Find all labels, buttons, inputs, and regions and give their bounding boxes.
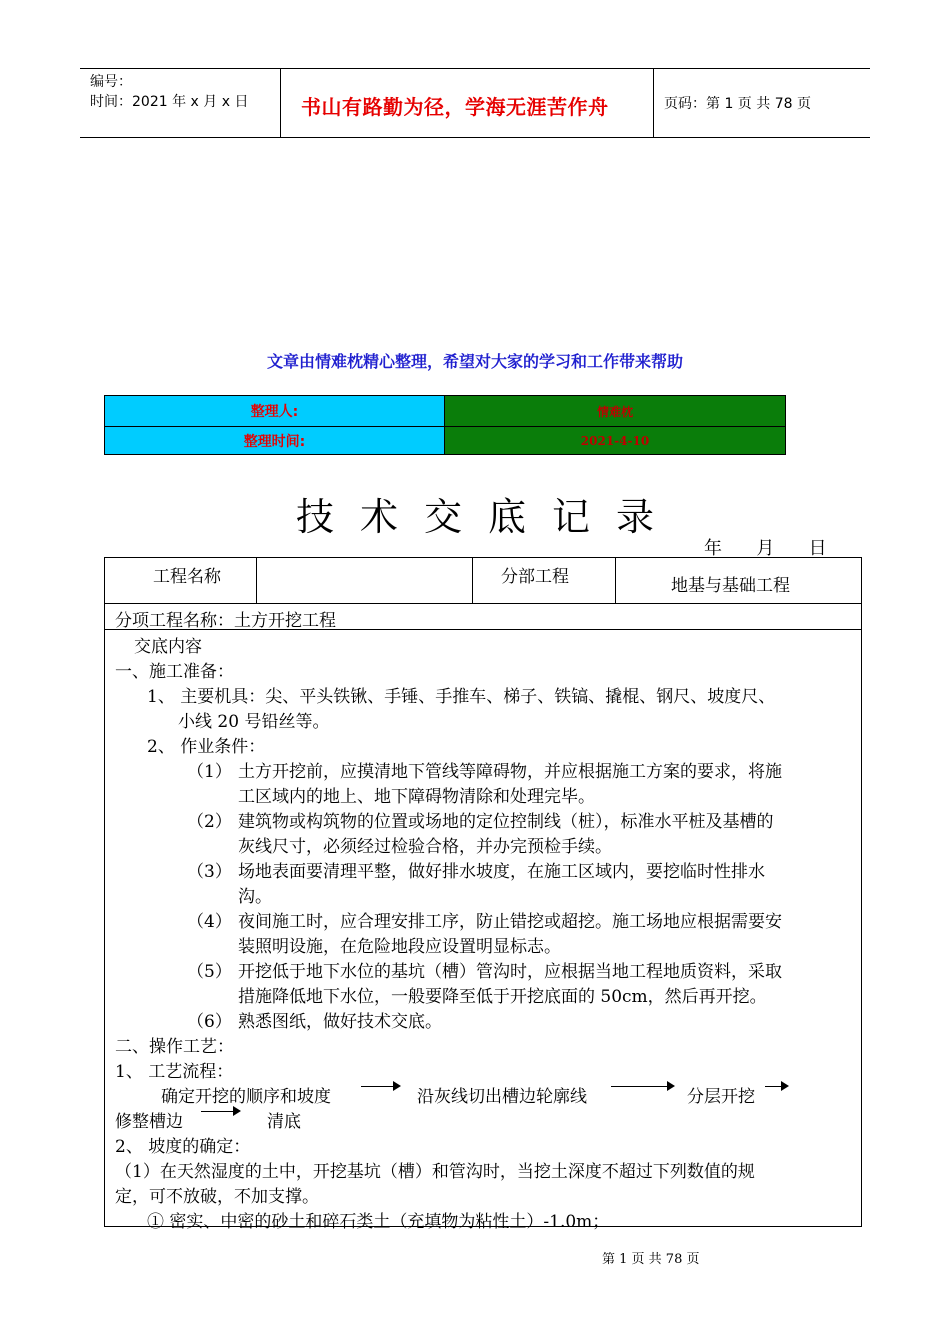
serial-label: 编号：: [90, 74, 132, 90]
content-line: 建筑物或构筑物的位置或场地的定位控制线（桩），标准水平桩及基槽的: [238, 812, 774, 832]
content-line: 小线 20 号铅丝等。: [178, 712, 330, 732]
content-line: 定，可不放破，不加支撑。: [115, 1187, 319, 1207]
col-divider: [256, 558, 257, 603]
content-line: 灰线尺寸，必须经过检验合格，并办完预检手续。: [238, 837, 612, 857]
content-line: 2、 坡度的确定：: [115, 1137, 251, 1157]
flow-step: 确定开挖的顺序和坡度: [161, 1087, 331, 1107]
page-footer: 第 1 页 共 78 页: [602, 1252, 700, 1267]
content-line: 1、 主要机具：尖、平头铁锹、手锤、手推车、梯子、铁镐、撬棍、钢尺、坡度尺、: [147, 687, 776, 707]
document-title: 技术交底记录: [295, 495, 680, 539]
header-meta: [80, 69, 281, 137]
content-line: 工区域内的地上、地下障碍物清除和处理完毕。: [238, 787, 595, 807]
flow-arrow-icon: [361, 1086, 399, 1087]
notice-text: 文章由情难枕精心整理，希望对大家的学习和工作带来帮助: [266, 352, 683, 371]
flow-step: 清底: [267, 1112, 301, 1132]
content-line: 二、操作工艺：: [115, 1037, 234, 1057]
content-label: 交底内容: [134, 637, 202, 657]
content-line: 2、 作业条件：: [147, 737, 266, 757]
content-line: 一、施工准备：: [115, 662, 234, 682]
organizer-time-value: 2021-4-10: [445, 427, 785, 454]
organizer-time-label: 整理时间:: [105, 427, 445, 454]
motto: 书山有路勤为径，学海无涯苦作舟: [301, 95, 609, 119]
content-line: 夜间施工时，应合理安排工序，防止错挖或超挖。施工场地应根据需要安: [238, 912, 782, 932]
content-line: 土方开挖前，应摸清地下管线等障碍物，并应根据施工方案的要求，将施: [238, 762, 782, 782]
sub-project-label: 分部工程: [501, 567, 569, 587]
item-name: 分项工程名称：土方开挖工程: [115, 611, 336, 631]
row-divider: [105, 603, 861, 604]
content-line: 措施降低地下水位，一般要降至低于开挖底面的 50cm，然后再开挖。: [238, 987, 767, 1007]
flow-step: 沿灰线切出槽边轮廓线: [417, 1087, 587, 1107]
content-line-index: （5）: [187, 962, 232, 982]
content-line: 沟。: [238, 887, 272, 907]
content-line: （1）在天然湿度的土中，开挖基坑（槽）和管沟时，当挖土深度不超过下列数值的规: [115, 1162, 755, 1182]
record-table: [104, 557, 862, 1232]
organizer-row: [105, 396, 785, 426]
flow-arrow-icon: [201, 1111, 239, 1112]
flow-step: 分层开挖: [687, 1087, 755, 1107]
organizer-name-label: 整理人:: [105, 396, 445, 426]
header-motto-cell: [281, 69, 654, 137]
organizer-name-value: 情难枕: [445, 396, 785, 426]
project-name-label: 工程名称: [153, 567, 221, 587]
content-line-index: （1）: [187, 762, 232, 782]
content-line-index: （6）: [187, 1012, 232, 1032]
flow-step: 修整槽边: [115, 1112, 183, 1132]
content-line-index: （3）: [187, 862, 232, 882]
content-line-index: （4）: [187, 912, 232, 932]
page-header: [80, 68, 870, 138]
content-line: 熟悉图纸，做好技术交底。: [238, 1012, 442, 1032]
content-line: 场地表面要清理平整，做好排水坡度，在施工区域内，要挖临时性排水: [238, 862, 765, 882]
col-divider: [472, 558, 473, 603]
page-info: 页码：第 1 页 共 78 页: [664, 96, 811, 112]
flow-arrow-icon: [765, 1086, 787, 1087]
organizer-time-row: [105, 426, 785, 454]
date-line: 年 月 日: [704, 538, 827, 559]
content-line: 1、 工艺流程：: [115, 1062, 234, 1082]
content-line: 装照明设施，在危险地段应设置明显标志。: [238, 937, 561, 957]
flow-arrow-icon: [611, 1086, 673, 1087]
time-label: 时间：2021 年 x 月 x 日: [90, 94, 249, 110]
content-line: ① 密实、中密的砂土和碎石类土（充填物为粘性土）-1.0m；: [147, 1212, 610, 1232]
content-line-index: （2）: [187, 812, 232, 832]
organizer-table: [104, 395, 786, 455]
sub-project-value: 地基与基础工程: [671, 576, 790, 596]
col-divider: [615, 558, 616, 603]
content-line: 开挖低于地下水位的基坑（槽）管沟时，应根据当地工程地质资料，采取: [238, 962, 782, 982]
